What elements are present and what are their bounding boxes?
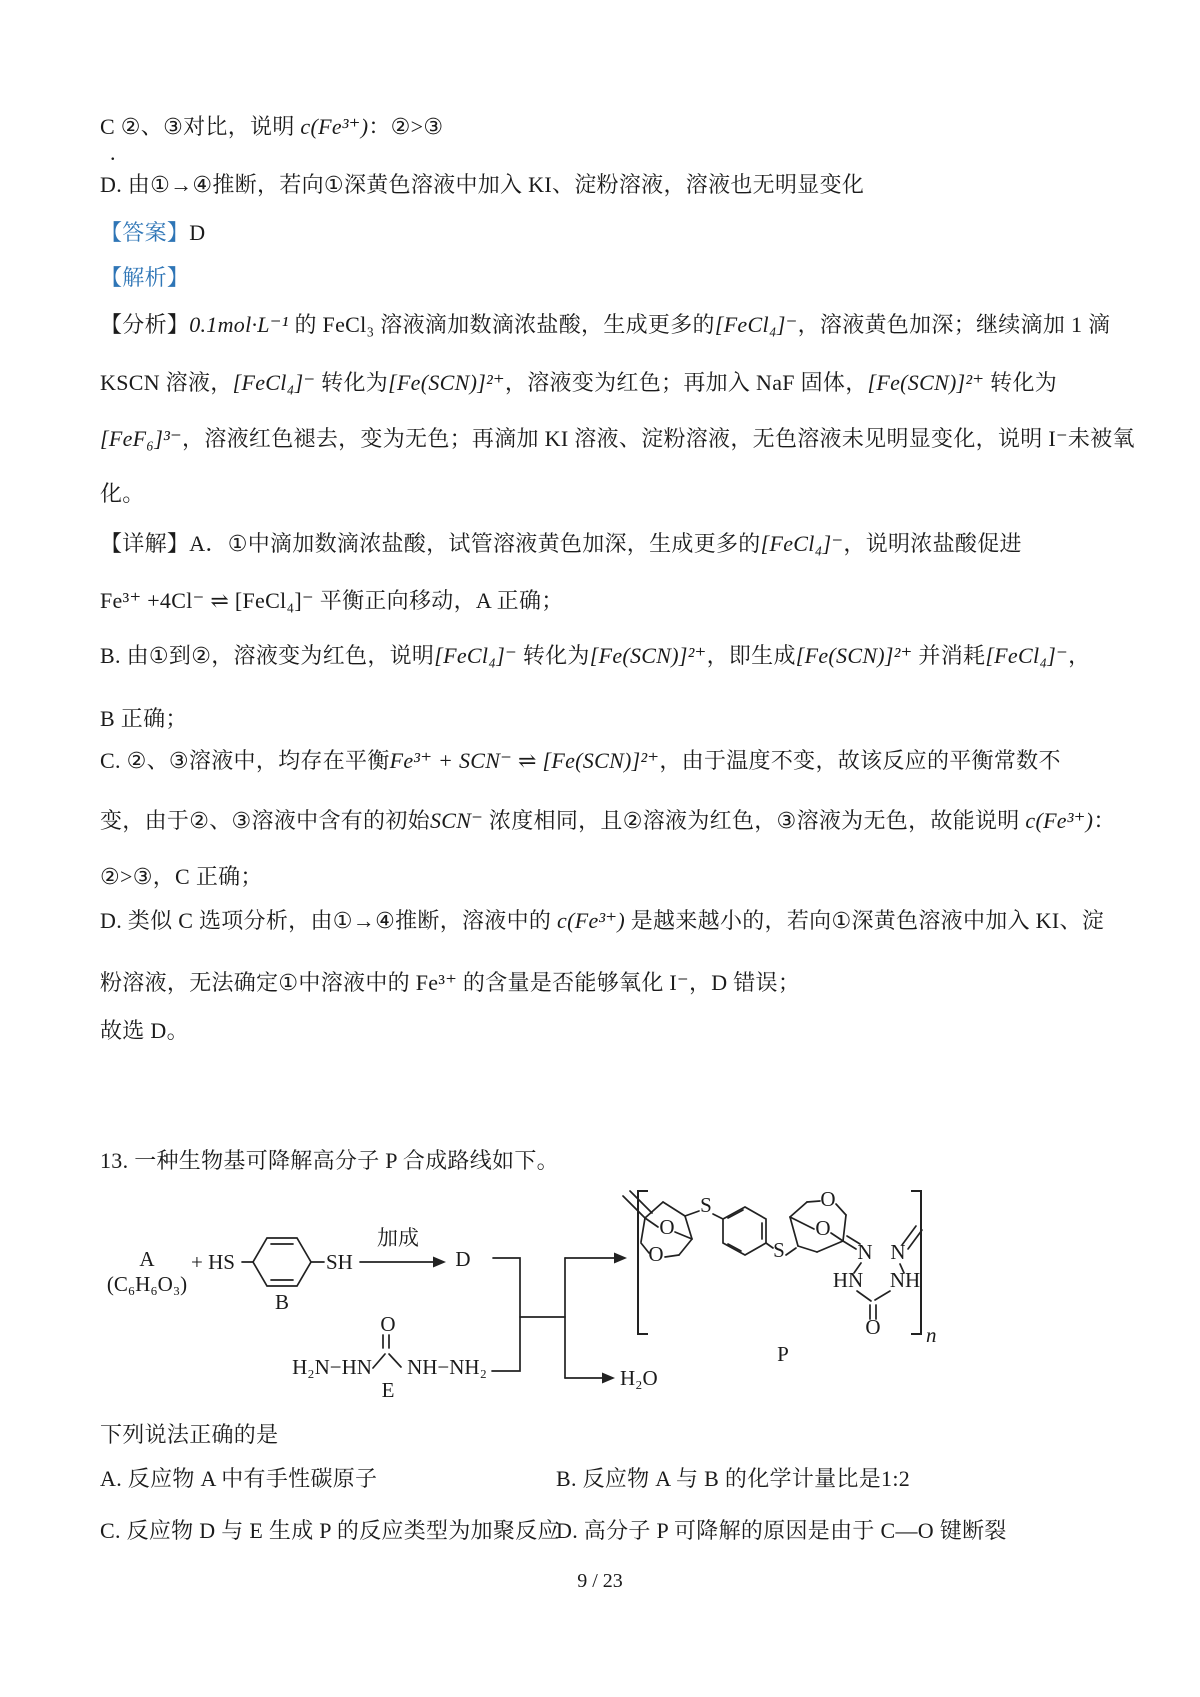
detail-line-9: 粉溶液，无法确定①中溶液中的 Fe³⁺ 的含量是否能够氧化 I⁻，D 错误； — [100, 970, 801, 995]
polymer-o4-label: O — [815, 1216, 831, 1240]
conclusion-line: 故选 D。 — [100, 1018, 189, 1043]
question-13-stem: 13. 一种生物基可降解高分子 P 合成路线如下。 — [100, 1148, 559, 1173]
combiner-lines — [492, 1253, 627, 1384]
polymer-s2-label: S — [773, 1238, 785, 1262]
stray-period: . — [110, 140, 116, 165]
option-d-line: D. 由①→④推断，若向①深黄色溶液中加入 KI、淀粉溶液，溶液也无明显变化 — [100, 172, 865, 197]
e-h2n-hn-label: H₂N−HN — [292, 1355, 372, 1379]
reactant-e-skeleton — [373, 1335, 401, 1368]
h2o-label: H₂O — [620, 1366, 658, 1390]
sh-label: SH — [326, 1250, 353, 1274]
analysis-line-3: [FeF₆]³⁻，溶液红色褪去，变为无色；再滴加 KI 溶液、淀粉溶液，无色溶液未见明显变化，说明 I⁻未被氧 — [100, 426, 1135, 451]
synthesis-diagram — [95, 1185, 1135, 1420]
detail-line-1: 【详解】A．①中滴加数滴浓盐酸，试管溶液黄色加深，生成更多的[FeCl₄]⁻，说明浓盐酸促进 — [100, 531, 1022, 556]
product-d-label: D — [455, 1247, 471, 1271]
polymer-n2-label: N — [890, 1240, 906, 1264]
polymer-s1-label: S — [700, 1193, 712, 1217]
q13-option-d: D. 高分子 P 可降解的原因是由于 C—O 键断裂 — [556, 1518, 1007, 1543]
detail-line-6: 变，由于②、③溶液中含有的初始SCN⁻ 浓度相同，且②溶液为红色，③溶液为无色，故能说明 c(Fe³⁺)： — [100, 808, 1116, 833]
reactant-e-label: E — [381, 1378, 395, 1402]
q13-option-c: C. 反应物 D 与 E 生成 P 的反应类型为加聚反应 — [100, 1518, 560, 1543]
polymer-n1-label: N — [857, 1240, 873, 1264]
detail-line-2: Fe³⁺ +4Cl⁻ ⇌ [FeCl₄]⁻ 平衡正向移动，A 正确； — [100, 588, 564, 613]
question-13-prompt: 下列说法正确的是 — [100, 1422, 279, 1447]
detail-line-7: ②>③，C 正确； — [100, 864, 263, 889]
reactant-a-formula: (C₆H₆O₃) — [106, 1272, 188, 1296]
polymer-o3-label: O — [820, 1187, 836, 1211]
detail-line-8: D. 类似 C 选项分析，由①→④推断，溶液中的 c(Fe³⁺) 是越来越小的，若向①深黄色溶液中加入 KI、淀 — [100, 908, 1105, 933]
reactant-a-label: A — [139, 1247, 155, 1271]
polymer-p-label: P — [777, 1342, 789, 1366]
polymer-n-subscript: n — [926, 1323, 937, 1347]
analysis-line-1: 【分析】0.1mol·L⁻¹ 的 FeCl₃ 溶液滴加数滴浓盐酸，生成更多的[FeCl₄]⁻，溶液黄色加深；继续滴加 1 滴 — [100, 312, 1111, 337]
polymer-nh-label: NH — [889, 1268, 921, 1292]
e-carbonyl-o-label: O — [380, 1312, 396, 1336]
analysis-header: 【解析】 — [100, 265, 190, 290]
q13-option-b: B. 反应物 A 与 B 的化学计量比是1:2 — [556, 1466, 911, 1491]
detail-line-5: C. ②、③溶液中，均存在平衡Fe³⁺ + SCN⁻ ⇌ [Fe(SCN)]²⁺，由于温度不变，故该反应的平衡常数不 — [100, 748, 1061, 773]
polymer-o1-label: O — [659, 1215, 675, 1239]
page-number: 9 / 23 — [577, 1570, 623, 1592]
polymer-carbonyl-o-label: O — [865, 1315, 881, 1339]
detail-line-4: B 正确； — [100, 706, 188, 731]
answer-line: 【答案】D — [100, 220, 206, 245]
analysis-line-2: KSCN 溶液，[FeCl₄]⁻ 转化为[Fe(SCN)]²⁺，溶液变为红色；再加入 NaF 固体，[Fe(SCN)]²⁺ 转化为 — [100, 370, 1058, 395]
addition-reaction-label: 加成 — [377, 1226, 419, 1250]
polymer-p-structure — [623, 1191, 922, 1334]
detail-line-3: B. 由①到②，溶液变为红色，说明[FeCl₄]⁻ 转化为[Fe(SCN)]²⁺，即生成[Fe(SCN)]²⁺ 并消耗[FeCl₄]⁻， — [100, 643, 1091, 668]
reactant-b-label: B — [274, 1290, 290, 1314]
q13-option-a: A. 反应物 A 中有手性碳原子 — [100, 1466, 378, 1491]
analysis-line-4: 化。 — [100, 481, 145, 506]
polymer-o2-label: O — [648, 1242, 664, 1266]
reactant-b-benzene — [242, 1238, 324, 1286]
addition-arrow — [360, 1257, 446, 1268]
option-c-line: C ②、③对比，说明 c(Fe³⁺)：②>③ — [100, 114, 444, 139]
plus-hs-label: + HS — [191, 1250, 235, 1274]
polymer-hn-label: HN — [832, 1268, 864, 1292]
e-nh-nh2-label: NH−NH₂ — [407, 1355, 487, 1379]
